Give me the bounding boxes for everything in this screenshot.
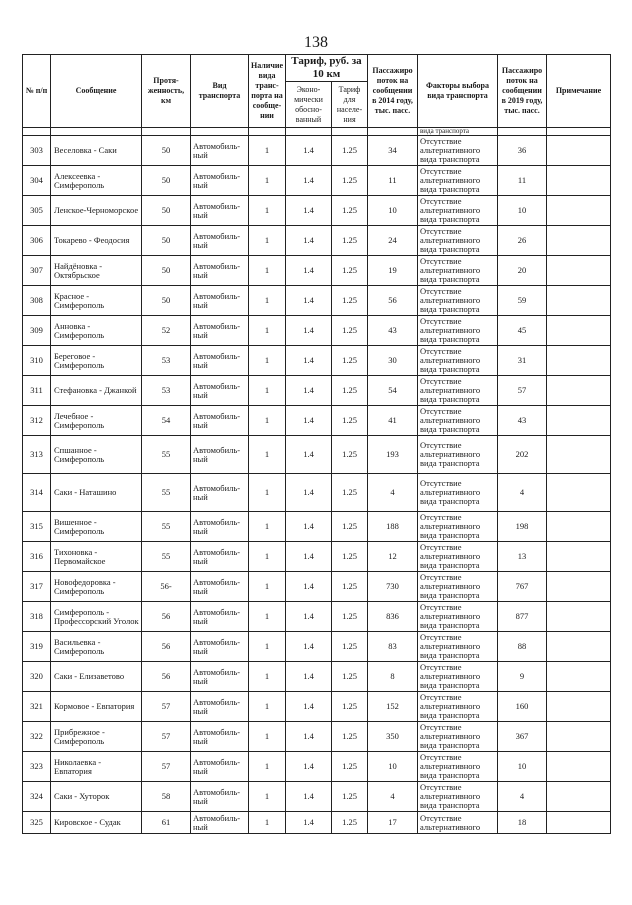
tariff-econ-value: 1.4: [286, 572, 332, 602]
flow-2014-value: 8: [368, 662, 418, 692]
header-flow-2019: Пассажиро поток на сообщении в 2019 году, тыс. пасс.: [498, 55, 547, 128]
row-number: 305: [23, 196, 51, 226]
flow-2019-value: 10: [498, 752, 547, 782]
factors-text: Отсутствие альтернативного вида транспорта: [418, 196, 498, 226]
note-text: [547, 812, 611, 834]
note-text: [547, 136, 611, 166]
transport-type: Автомобиль-ный: [191, 256, 249, 286]
flow-2014-value: 152: [368, 692, 418, 722]
flow-2019-value: 160: [498, 692, 547, 722]
route-length: 56: [142, 602, 191, 632]
row-number: 317: [23, 572, 51, 602]
row-number: 321: [23, 692, 51, 722]
flow-2019-value: 4: [498, 782, 547, 812]
route-name: Лечебное - Симферополь: [51, 406, 142, 436]
table-row: [23, 474, 611, 512]
header-num: № п/п: [23, 55, 51, 128]
tariff-pop-value: 1.25: [332, 436, 368, 474]
flow-2019-value: 57: [498, 376, 547, 406]
table-row: [23, 662, 611, 692]
table-row: [23, 136, 611, 166]
transport-type: Автомобиль-ный: [191, 376, 249, 406]
table-row: [23, 436, 611, 474]
tariff-pop-value: 1.25: [332, 602, 368, 632]
availability-value: 1: [249, 692, 286, 722]
row-number: 319: [23, 632, 51, 662]
header-tariff-pop: Тариф для населе-ния: [332, 82, 368, 128]
flow-2019-value: 877: [498, 602, 547, 632]
row-number: 320: [23, 662, 51, 692]
tariff-econ-value: 1.4: [286, 722, 332, 752]
row-number: 306: [23, 226, 51, 256]
row-number: 308: [23, 286, 51, 316]
factors-text: Отсутствие альтернативного вида транспорта: [418, 662, 498, 692]
row-number: 314: [23, 474, 51, 512]
note-text: [547, 226, 611, 256]
route-name: Саки - Наташино: [51, 474, 142, 512]
note-text: [547, 474, 611, 512]
table-row: [23, 406, 611, 436]
flow-2014-value: 41: [368, 406, 418, 436]
factors-text: Отсутствие альтернативного вида транспорта: [418, 512, 498, 542]
transport-type: Автомобиль-ный: [191, 316, 249, 346]
header-flow-2014: Пассажиро поток на сообщении в 2014 году, тыс. пасс.: [368, 55, 418, 128]
factors-text: Отсутствие альтернативного вида транспорта: [418, 474, 498, 512]
availability-value: 1: [249, 376, 286, 406]
continuation-row: [23, 128, 611, 136]
availability-value: 1: [249, 474, 286, 512]
route-name: Токарево - Феодосия: [51, 226, 142, 256]
flow-2019-value: 18: [498, 812, 547, 834]
tariff-econ-value: 1.4: [286, 286, 332, 316]
tariff-pop-value: 1.25: [332, 376, 368, 406]
table-row: [23, 226, 611, 256]
factors-text: Отсутствие альтернативного вида транспорта: [418, 692, 498, 722]
flow-2019-value: 4: [498, 474, 547, 512]
flow-2019-value: 20: [498, 256, 547, 286]
transport-type: Автомобиль-ный: [191, 474, 249, 512]
factors-text: Отсутствие альтернативного вида транспорта: [418, 542, 498, 572]
tariff-econ-value: 1.4: [286, 136, 332, 166]
flow-2014-value: 350: [368, 722, 418, 752]
table-row: [23, 376, 611, 406]
tariff-pop-value: 1.25: [332, 136, 368, 166]
transport-type: Автомобиль-ный: [191, 542, 249, 572]
route-length: 54: [142, 406, 191, 436]
table-row: [23, 812, 611, 834]
route-length: 61: [142, 812, 191, 834]
availability-value: 1: [249, 196, 286, 226]
flow-2019-value: 36: [498, 136, 547, 166]
factors-text: Отсутствие альтернативного вида транспорта: [418, 722, 498, 752]
factors-text: Отсутствие альтернативного вида транспорта: [418, 752, 498, 782]
availability-value: 1: [249, 406, 286, 436]
note-text: [547, 752, 611, 782]
availability-value: 1: [249, 782, 286, 812]
row-number: 309: [23, 316, 51, 346]
table-header: [23, 55, 611, 128]
flow-2014-value: 17: [368, 812, 418, 834]
tariff-econ-value: 1.4: [286, 346, 332, 376]
flow-2014-value: 34: [368, 136, 418, 166]
transport-type: Автомобиль-ный: [191, 602, 249, 632]
continuation-text: вида транспорта: [418, 128, 498, 136]
flow-2019-value: 13: [498, 542, 547, 572]
flow-2014-value: 193: [368, 436, 418, 474]
tariff-econ-value: 1.4: [286, 256, 332, 286]
row-number: 312: [23, 406, 51, 436]
route-length: 53: [142, 346, 191, 376]
route-name: Найдёновка - Октябрьское: [51, 256, 142, 286]
factors-text: Отсутствие альтернативного вида транспорта: [418, 782, 498, 812]
flow-2019-value: 45: [498, 316, 547, 346]
flow-2019-value: 198: [498, 512, 547, 542]
tariff-pop-value: 1.25: [332, 346, 368, 376]
note-text: [547, 196, 611, 226]
flow-2019-value: 10: [498, 196, 547, 226]
header-note: Примечание: [547, 55, 611, 128]
tariff-econ-value: 1.4: [286, 662, 332, 692]
route-length: 55: [142, 542, 191, 572]
tariff-econ-value: 1.4: [286, 752, 332, 782]
table-row: [23, 602, 611, 632]
transport-type: Автомобиль-ный: [191, 136, 249, 166]
availability-value: 1: [249, 512, 286, 542]
route-name: Алексеевка - Симферополь: [51, 166, 142, 196]
flow-2014-value: 188: [368, 512, 418, 542]
page-number: 138: [304, 34, 328, 51]
factors-text: Отсутствие альтернативного: [418, 812, 498, 834]
availability-value: 1: [249, 602, 286, 632]
note-text: [547, 572, 611, 602]
transport-type: Автомобиль-ный: [191, 662, 249, 692]
row-number: 325: [23, 812, 51, 834]
availability-value: 1: [249, 436, 286, 474]
tariff-econ-value: 1.4: [286, 812, 332, 834]
table-row: [23, 752, 611, 782]
tariff-pop-value: 1.25: [332, 196, 368, 226]
tariff-pop-value: 1.25: [332, 286, 368, 316]
transport-type: Автомобиль-ный: [191, 166, 249, 196]
availability-value: 1: [249, 286, 286, 316]
row-number: 303: [23, 136, 51, 166]
factors-text: Отсутствие альтернативного вида транспорта: [418, 256, 498, 286]
factors-text: Отсутствие альтернативного вида транспорта: [418, 346, 498, 376]
route-name: Ленское-Черноморское: [51, 196, 142, 226]
route-length: 56: [142, 662, 191, 692]
note-text: [547, 376, 611, 406]
tariff-econ-value: 1.4: [286, 602, 332, 632]
route-length: 53: [142, 376, 191, 406]
tariff-econ-value: 1.4: [286, 406, 332, 436]
flow-2014-value: 56: [368, 286, 418, 316]
tariff-econ-value: 1.4: [286, 436, 332, 474]
note-text: [547, 436, 611, 474]
row-number: 315: [23, 512, 51, 542]
transport-type: Автомобиль-ный: [191, 286, 249, 316]
tariff-pop-value: 1.25: [332, 406, 368, 436]
table-row: [23, 692, 611, 722]
factors-text: Отсутствие альтернативного вида транспорта: [418, 166, 498, 196]
flow-2014-value: 4: [368, 474, 418, 512]
flow-2014-value: 43: [368, 316, 418, 346]
row-number: 323: [23, 752, 51, 782]
header-route: Сообщение: [51, 55, 142, 128]
factors-text: Отсутствие альтернативного вида транспорта: [418, 572, 498, 602]
flow-2019-value: 367: [498, 722, 547, 752]
flow-2014-value: 10: [368, 752, 418, 782]
availability-value: 1: [249, 752, 286, 782]
tariff-econ-value: 1.4: [286, 474, 332, 512]
flow-2014-value: 12: [368, 542, 418, 572]
route-name: Прибрежное - Симферополь: [51, 722, 142, 752]
tariff-pop-value: 1.25: [332, 542, 368, 572]
route-length: 50: [142, 286, 191, 316]
row-number: 318: [23, 602, 51, 632]
route-name: Вишенное - Симферополь: [51, 512, 142, 542]
transport-type: Автомобиль-ный: [191, 226, 249, 256]
availability-value: 1: [249, 812, 286, 834]
tariff-pop-value: 1.25: [332, 256, 368, 286]
row-number: 313: [23, 436, 51, 474]
note-text: [547, 722, 611, 752]
tariff-pop-value: 1.25: [332, 692, 368, 722]
route-name: Николаевка - Евпатория: [51, 752, 142, 782]
header-tariff: Тариф, руб. за 10 км: [286, 55, 368, 82]
note-text: [547, 406, 611, 436]
tariff-econ-value: 1.4: [286, 782, 332, 812]
header-tariff-econ: Эконо-мически обосно-ванный: [286, 82, 332, 128]
tariff-econ-value: 1.4: [286, 542, 332, 572]
note-text: [547, 166, 611, 196]
route-name: Кировское - Судак: [51, 812, 142, 834]
note-text: [547, 782, 611, 812]
flow-2014-value: 54: [368, 376, 418, 406]
note-text: [547, 632, 611, 662]
flow-2019-value: 11: [498, 166, 547, 196]
route-length: 52: [142, 316, 191, 346]
route-name: Симферополь - Профессорский Уголок: [51, 602, 142, 632]
factors-text: Отсутствие альтернативного вида транспорта: [418, 602, 498, 632]
tariff-pop-value: 1.25: [332, 166, 368, 196]
route-length: 56-: [142, 572, 191, 602]
flow-2019-value: 43: [498, 406, 547, 436]
tariff-pop-value: 1.25: [332, 632, 368, 662]
table-row: [23, 632, 611, 662]
note-text: [547, 316, 611, 346]
row-number: 324: [23, 782, 51, 812]
tariff-pop-value: 1.25: [332, 662, 368, 692]
route-name: Кормовое - Евпатория: [51, 692, 142, 722]
flow-2014-value: 19: [368, 256, 418, 286]
table-row: [23, 196, 611, 226]
route-name: Новофедоровка - Симферополь: [51, 572, 142, 602]
transport-type: Автомобиль-ный: [191, 752, 249, 782]
flow-2019-value: 88: [498, 632, 547, 662]
transport-type: Автомобиль-ный: [191, 436, 249, 474]
table-row: [23, 722, 611, 752]
factors-text: Отсутствие альтернативного вида транспорта: [418, 436, 498, 474]
flow-2019-value: 9: [498, 662, 547, 692]
availability-value: 1: [249, 256, 286, 286]
tariff-econ-value: 1.4: [286, 226, 332, 256]
header-length: Протя-женность, км: [142, 55, 191, 128]
table-row: [23, 166, 611, 196]
route-length: 50: [142, 166, 191, 196]
route-length: 58: [142, 782, 191, 812]
route-name: Береговое - Симферополь: [51, 346, 142, 376]
tariff-econ-value: 1.4: [286, 692, 332, 722]
table-row: [23, 316, 611, 346]
table-row: [23, 286, 611, 316]
row-number: 322: [23, 722, 51, 752]
flow-2014-value: 836: [368, 602, 418, 632]
transport-type: Автомобиль-ный: [191, 572, 249, 602]
flow-2014-value: 30: [368, 346, 418, 376]
flow-2014-value: 730: [368, 572, 418, 602]
tariff-pop-value: 1.25: [332, 226, 368, 256]
tariff-pop-value: 1.25: [332, 316, 368, 346]
route-name: Красное - Симферополь: [51, 286, 142, 316]
flow-2019-value: 202: [498, 436, 547, 474]
route-name: Веселовка - Саки: [51, 136, 142, 166]
factors-text: Отсутствие альтернативного вида транспорта: [418, 136, 498, 166]
route-name: Спшанное - Симферополь: [51, 436, 142, 474]
availability-value: 1: [249, 166, 286, 196]
availability-value: 1: [249, 722, 286, 752]
route-length: 50: [142, 196, 191, 226]
availability-value: 1: [249, 632, 286, 662]
availability-value: 1: [249, 572, 286, 602]
tariff-pop-value: 1.25: [332, 474, 368, 512]
route-length: 55: [142, 474, 191, 512]
note-text: [547, 542, 611, 572]
tariff-pop-value: 1.25: [332, 722, 368, 752]
route-length: 50: [142, 226, 191, 256]
note-text: [547, 602, 611, 632]
factors-text: Отсутствие альтернативного вида транспорта: [418, 406, 498, 436]
routes-table: [22, 54, 611, 834]
availability-value: 1: [249, 136, 286, 166]
tariff-pop-value: 1.25: [332, 752, 368, 782]
table-row: [23, 512, 611, 542]
table-row: [23, 572, 611, 602]
row-number: 316: [23, 542, 51, 572]
tariff-econ-value: 1.4: [286, 166, 332, 196]
flow-2014-value: 24: [368, 226, 418, 256]
transport-type: Автомобиль-ный: [191, 692, 249, 722]
route-name: Стефановка - Джанкой: [51, 376, 142, 406]
flow-2014-value: 11: [368, 166, 418, 196]
row-number: 304: [23, 166, 51, 196]
transport-type: Автомобиль-ный: [191, 406, 249, 436]
row-number: 307: [23, 256, 51, 286]
availability-value: 1: [249, 662, 286, 692]
factors-text: Отсутствие альтернативного вида транспорта: [418, 226, 498, 256]
factors-text: Отсутствие альтернативного вида транспорта: [418, 632, 498, 662]
transport-type: Автомобиль-ный: [191, 512, 249, 542]
flow-2019-value: 767: [498, 572, 547, 602]
transport-type: Автомобиль-ный: [191, 722, 249, 752]
note-text: [547, 662, 611, 692]
route-length: 50: [142, 256, 191, 286]
row-number: 310: [23, 346, 51, 376]
flow-2014-value: 83: [368, 632, 418, 662]
note-text: [547, 256, 611, 286]
transport-type: Автомобиль-ный: [191, 346, 249, 376]
table-row: [23, 256, 611, 286]
note-text: [547, 286, 611, 316]
route-name: Тихоновка - Первомайское: [51, 542, 142, 572]
route-length: 55: [142, 512, 191, 542]
tariff-pop-value: 1.25: [332, 812, 368, 834]
factors-text: Отсутствие альтернативного вида транспорта: [418, 316, 498, 346]
route-name: Васильевка - Симферополь: [51, 632, 142, 662]
transport-type: Автомобиль-ный: [191, 196, 249, 226]
tariff-pop-value: 1.25: [332, 512, 368, 542]
tariff-econ-value: 1.4: [286, 376, 332, 406]
availability-value: 1: [249, 316, 286, 346]
route-length: 50: [142, 136, 191, 166]
flow-2019-value: 31: [498, 346, 547, 376]
availability-value: 1: [249, 346, 286, 376]
factors-text: Отсутствие альтернативного вида транспорта: [418, 286, 498, 316]
tariff-pop-value: 1.25: [332, 782, 368, 812]
route-name: Саки - Хуторок: [51, 782, 142, 812]
tariff-econ-value: 1.4: [286, 316, 332, 346]
flow-2019-value: 59: [498, 286, 547, 316]
availability-value: 1: [249, 542, 286, 572]
row-number: 311: [23, 376, 51, 406]
factors-text: Отсутствие альтернативного вида транспорта: [418, 376, 498, 406]
route-length: 57: [142, 752, 191, 782]
header-availability: Наличие вида транс-порта на сообще-нии: [249, 55, 286, 128]
note-text: [547, 512, 611, 542]
route-name: Анновка - Симферополь: [51, 316, 142, 346]
flow-2014-value: 10: [368, 196, 418, 226]
tariff-econ-value: 1.4: [286, 196, 332, 226]
tariff-econ-value: 1.4: [286, 632, 332, 662]
tariff-pop-value: 1.25: [332, 572, 368, 602]
route-length: 56: [142, 632, 191, 662]
route-length: 57: [142, 692, 191, 722]
note-text: [547, 692, 611, 722]
route-length: 55: [142, 436, 191, 474]
table-row: [23, 346, 611, 376]
transport-type: Автомобиль-ный: [191, 632, 249, 662]
route-name: Саки - Елизаветово: [51, 662, 142, 692]
transport-type: Автомобиль-ный: [191, 782, 249, 812]
route-length: 57: [142, 722, 191, 752]
header-transport: Вид транспорта: [191, 55, 249, 128]
flow-2019-value: 26: [498, 226, 547, 256]
table-body: [23, 128, 611, 834]
tariff-econ-value: 1.4: [286, 512, 332, 542]
table-row: [23, 542, 611, 572]
availability-value: 1: [249, 226, 286, 256]
header-factors: Факторы выбора вида транспорта: [418, 55, 498, 128]
note-text: [547, 346, 611, 376]
table-row: [23, 782, 611, 812]
transport-type: Автомобиль-ный: [191, 812, 249, 834]
flow-2014-value: 4: [368, 782, 418, 812]
